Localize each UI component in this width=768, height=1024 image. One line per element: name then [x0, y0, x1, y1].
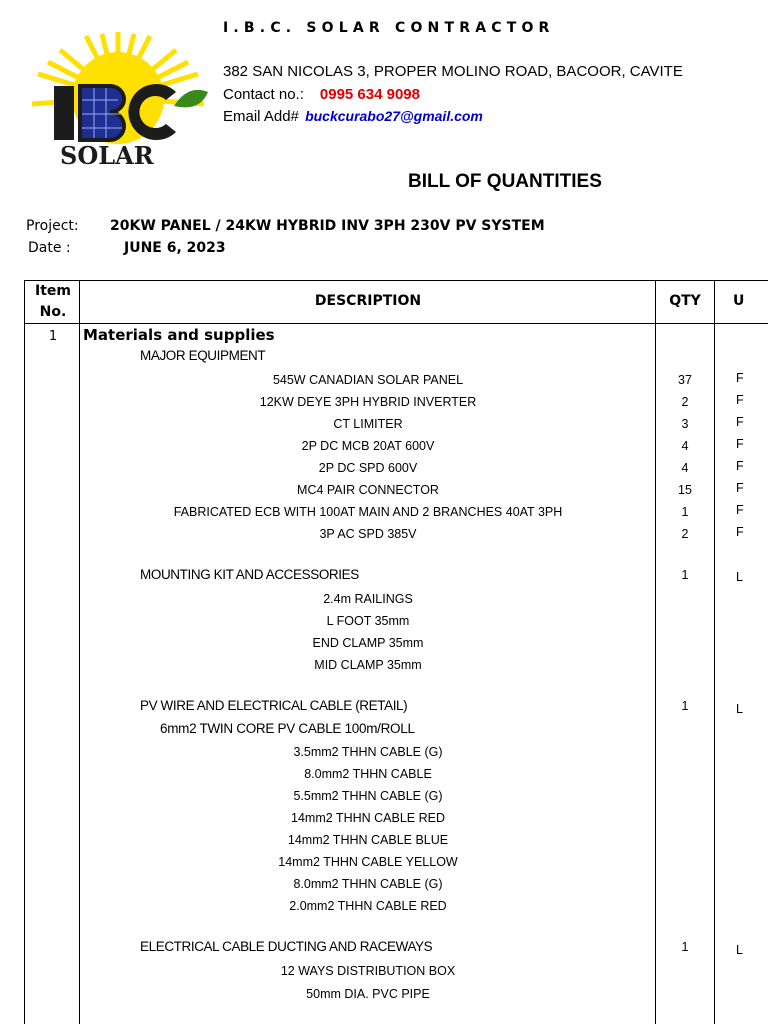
- list-item: 14mm2 THHN CABLE BLUE: [287, 833, 449, 847]
- section-title: MAJOR EQUIPMENT: [140, 348, 266, 363]
- date-value: JUNE 6, 2023: [124, 240, 226, 256]
- list-item: 12 WAYS DISTRIBUTION BOX: [280, 964, 456, 978]
- row-unit: F: [736, 503, 744, 517]
- header-qty: QTY: [669, 293, 701, 309]
- company-name: I.B.C. SOLAR CONTRACTOR: [223, 20, 555, 36]
- section-title: MOUNTING KIT AND ACCESSORIES: [140, 567, 359, 582]
- row-unit: F: [736, 393, 744, 407]
- section-unit: L: [736, 570, 743, 584]
- svg-text:SOLAR: SOLAR: [60, 141, 154, 170]
- header-description: DESCRIPTION: [314, 293, 422, 309]
- list-item: 8.0mm2 THHN CABLE: [304, 767, 432, 781]
- email-address[interactable]: buckcurabo27@gmail.com: [305, 108, 483, 124]
- list-item: 2.0mm2 THHN CABLE RED: [289, 899, 447, 913]
- row-description: MC4 PAIR CONNECTOR: [297, 483, 439, 497]
- section-title: ELECTRICAL CABLE DUCTING AND RACEWAYS: [140, 939, 433, 954]
- list-item: 14mm2 THHN CABLE YELLOW: [278, 855, 458, 869]
- row-qty: 4: [681, 439, 689, 453]
- row-unit: F: [736, 481, 744, 495]
- row-qty: 1: [681, 505, 689, 519]
- row-unit: F: [736, 459, 744, 473]
- row-unit: F: [736, 525, 744, 539]
- section-unit: L: [736, 702, 743, 716]
- row-qty: 4: [681, 461, 689, 475]
- row-qty: 2: [681, 527, 689, 541]
- list-item: 5.5mm2 THHN CABLE (G): [293, 789, 443, 803]
- section-qty: 1: [681, 699, 689, 713]
- list-item: 3.5mm2 THHN CABLE (G): [293, 745, 443, 759]
- list-item: L FOOT 35mm: [326, 614, 410, 628]
- company-address: 382 SAN NICOLAS 3, PROPER MOLINO ROAD, BACOOR, CAVITE: [223, 63, 683, 80]
- row-description: 3P AC SPD 385V: [319, 527, 417, 541]
- row-qty: 2: [681, 395, 689, 409]
- row-unit: F: [736, 371, 744, 385]
- list-item: 14mm2 THHN CABLE RED: [291, 811, 445, 825]
- list-item: MID CLAMP 35mm: [314, 658, 422, 672]
- email-line: [223, 108, 483, 125]
- row-qty: 15: [678, 483, 692, 497]
- row-description: 2P DC SPD 600V: [318, 461, 418, 475]
- row-description: 2P DC MCB 20AT 600V: [301, 439, 435, 453]
- document-title: BILL OF QUANTITIES: [408, 171, 602, 192]
- header-item: Item: [35, 283, 71, 299]
- row-qty: 37: [678, 373, 692, 387]
- contact-line: [223, 86, 420, 103]
- row-description: 545W CANADIAN SOLAR PANEL: [272, 373, 464, 387]
- group-title: Materials and supplies: [83, 326, 275, 344]
- section-unit: L: [736, 943, 743, 957]
- email-label: Email Add#: [223, 108, 299, 125]
- contact-number: 0995 634 9098: [319, 86, 420, 103]
- list-item: END CLAMP 35mm: [312, 636, 424, 650]
- list-item: 50mm DIA. PVC PIPE: [306, 987, 430, 1001]
- item-number: 1: [48, 329, 58, 344]
- header-item-no: No.: [39, 304, 67, 320]
- section-qty: 1: [681, 940, 689, 954]
- row-description: 12KW DEYE 3PH HYBRID INVERTER: [259, 395, 477, 409]
- section-qty: 1: [681, 568, 689, 582]
- project-label: Project:: [26, 218, 79, 234]
- list-item: 8.0mm2 THHN CABLE (G): [293, 877, 443, 891]
- row-unit: F: [736, 415, 744, 429]
- section-title: PV WIRE AND ELECTRICAL CABLE (RETAIL): [140, 698, 408, 713]
- row-qty: 3: [681, 417, 689, 431]
- row-description: CT LIMITER: [333, 417, 403, 431]
- project-value: 20KW PANEL / 24KW HYBRID INV 3PH 230V PV SYSTEM: [110, 218, 545, 234]
- list-item: 2.4m RAILINGS: [323, 592, 413, 606]
- date-label: Date :: [28, 240, 71, 256]
- company-logo: [26, 28, 210, 184]
- list-item: 6mm2 TWIN CORE PV CABLE 100m/ROLL: [160, 721, 415, 736]
- contact-label: Contact no.:: [223, 86, 304, 103]
- header-unit: U: [733, 293, 745, 309]
- row-description: FABRICATED ECB WITH 100AT MAIN AND 2 BRANCHES 40AT 3PH: [173, 505, 563, 519]
- row-unit: F: [736, 437, 744, 451]
